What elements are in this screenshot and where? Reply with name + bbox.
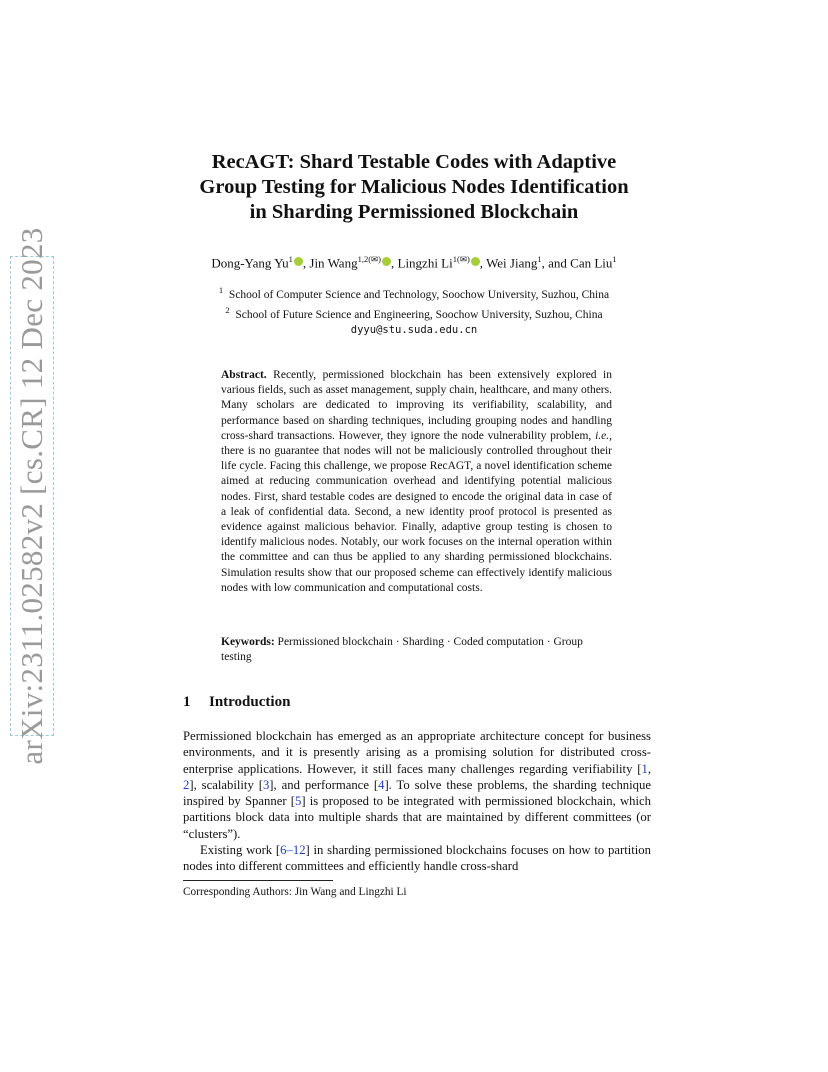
author-affiliation-mark: 1,2(✉) bbox=[357, 254, 381, 264]
abstract bbox=[221, 368, 612, 596]
footnote-rule bbox=[183, 880, 333, 881]
paper-title bbox=[150, 150, 678, 225]
paragraph-text: Existing work [ bbox=[200, 843, 281, 858]
author-name: Can Liu bbox=[570, 255, 613, 271]
title-line-3: in Sharding Permissioned Blockchain bbox=[249, 201, 579, 223]
section-number: 1 bbox=[183, 694, 191, 710]
affiliations bbox=[150, 283, 678, 338]
affiliation-number: 2 bbox=[225, 304, 230, 315]
author-affiliation-mark: 1 bbox=[288, 254, 293, 264]
section-title: Introduction bbox=[209, 694, 291, 710]
title-line-2: Group Testing for Malicious Nodes Identification bbox=[199, 176, 629, 198]
citation-link[interactable]: 6–12 bbox=[280, 843, 306, 858]
paragraph-text: ] in sharding permissioned blockchains focuses on how to partition nodes into different committees and efficiently handle cross-shard bbox=[183, 843, 651, 874]
keywords-text: Permissioned blockchain · Sharding · Coded computation · Group testing bbox=[221, 636, 583, 664]
author-name: Dong-Yang Yu bbox=[211, 255, 289, 271]
paragraph-2 bbox=[183, 842, 651, 875]
title-line-1: RecAGT: Shard Testable Codes with Adaptive bbox=[211, 151, 617, 173]
orcid-icon[interactable] bbox=[382, 257, 391, 266]
abstract-ie: i.e. bbox=[595, 429, 610, 442]
author-affiliation-mark: 1 bbox=[537, 254, 542, 264]
author-name: Lingzhi Li bbox=[397, 255, 453, 271]
author-name: Jin Wang bbox=[309, 255, 358, 271]
abstract-text-continued: , there is no guarantee that nodes will not be maliciously controlled throughout their life cycle. Facing this challenge, we propose RecAGT, a novel identification scheme aimed at reducing communication overhead and identifying potential malicious nodes. First, shard testable codes are designed to encode the original data in case of a leak of confidential data. Second, a new identity proof protocol is presented as evidence against malicious behavior. Finally, adaptive group testing is chosen to identify malicious nodes. Notably, our work focuses on the internal operation within the committee and can thus be applied to any sharding permissioned blockchains. Simulation results show that our proposed scheme can effectively identify malicious nodes with low communication and computational costs. bbox=[221, 429, 613, 594]
affiliation-number: 1 bbox=[218, 285, 224, 295]
citation-link[interactable]: 5 bbox=[294, 794, 302, 809]
body-text bbox=[183, 728, 651, 875]
paragraph-text: ], scalability [ bbox=[189, 777, 263, 792]
citation-link[interactable]: 4 bbox=[378, 777, 385, 792]
keywords bbox=[221, 635, 612, 665]
affiliation-text: School of Future Science and Engineering, Soochow University, Suzhou, China bbox=[235, 308, 603, 321]
author-affiliation-mark: 1 bbox=[612, 254, 617, 264]
citation-link[interactable]: 2 bbox=[183, 777, 190, 792]
author-list: Dong-Yang Yu$^1$ , Jin Wang$^{1,2(✉)}$ , Lingzhi $Li^{1(✉)}$ , Wei Jiang$^1$, and Can Liu$^1$ bbox=[211, 254, 617, 271]
paragraph-text: Permissioned blockchain has emerged as an appropriate architecture concept for business environments, and it is presently arising as a promising solution for distributed cross-enterprise applications. However, it still faces many challenges regarding verifiability [ bbox=[183, 729, 651, 776]
orcid-icon[interactable] bbox=[471, 257, 480, 266]
footnote: Corresponding Authors: Jin Wang and Lingzhi Li bbox=[183, 886, 407, 898]
citation-link[interactable]: 3 bbox=[262, 777, 270, 792]
affiliation-1 bbox=[150, 283, 678, 303]
paragraph-1 bbox=[183, 728, 651, 842]
contact-email[interactable]: dyyu@stu.suda.edu.cn bbox=[350, 323, 478, 336]
arxiv-stamp bbox=[10, 227, 54, 765]
affiliation-2 bbox=[150, 303, 678, 323]
orcid-icon[interactable] bbox=[294, 257, 303, 266]
paragraph-text: ] is proposed to be integrated with permissioned blockchain, which partitions block data into multiple shards that are maintained by different committees (or “clusters”). bbox=[183, 794, 651, 841]
citation-link[interactable]: 1 bbox=[641, 761, 648, 776]
affiliation-text: School of Computer Science and Technology, Soochow University, Suzhou, China bbox=[228, 288, 610, 301]
author-affiliation-mark: 1(✉) bbox=[452, 254, 470, 264]
arxiv-identifier: arXiv:2311.02582v2 [cs.CR] 12 Dec 2023 bbox=[14, 227, 49, 765]
keywords-label: Keywords: bbox=[221, 636, 275, 648]
abstract-label: Abstract. bbox=[221, 369, 267, 381]
paragraph-text: ]. To solve these problems, the sharding technique inspired by Spanner [ bbox=[183, 777, 651, 809]
paragraph-text: , bbox=[647, 761, 651, 776]
section-heading bbox=[183, 694, 290, 711]
paragraph-text: ], and performance [ bbox=[269, 777, 379, 792]
abstract-text: Recently, permissioned blockchain has been extensively explored in various fields, such as asset management, supply chain, healthcare, and many others. Many scholars are dedicated to improving its verifiability, scalability, and performance based on sharding techniques, including grouping nodes and handling cross-shard transactions. However, they ignore the node vulnerability problem, bbox=[221, 369, 612, 442]
author-name: Wei Jiang bbox=[486, 255, 538, 271]
